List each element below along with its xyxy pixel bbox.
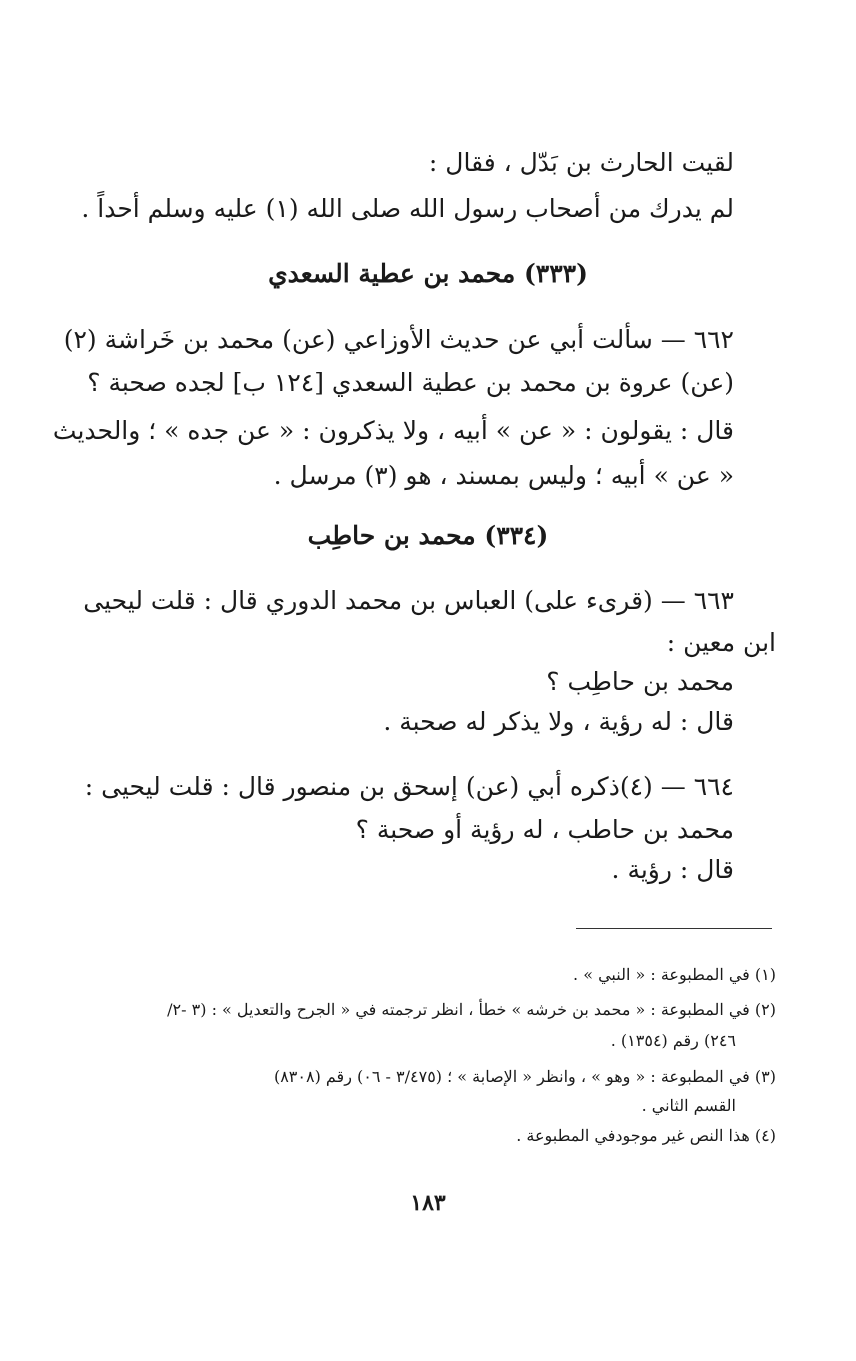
entry-line: محمد بن حاطِب ؟: [546, 667, 734, 696]
entry-line: ابن معين :: [666, 628, 776, 657]
text-line: لم يدرك من أصحاب رسول الله صلى الله (١) عليه وسلم أحداً .: [81, 194, 734, 223]
entry-line: قال : له رؤية ، ولا يذكر له صحبة .: [383, 707, 734, 736]
footnote-divider: [576, 928, 772, 929]
entry-line: ٦٦٤ — (٤)ذكره أبي (عن) إسحق بن منصور قال : قلت ليحيى :: [84, 772, 734, 801]
entry-line: ٦٦٣ — (قرىء على) العباس بن محمد الدوري قال : قلت ليحيى: [83, 586, 734, 615]
footnote: (٢) في المطبوعة : « محمد بن خرشه » خطأ ، انظر ترجمته في « الجرح والتعديل » : (٣ -٢/: [167, 1000, 776, 1019]
text-line: لقيت الحارث بن بَدّل ، فقال :: [428, 148, 734, 177]
entry-line: ٦٦٢ — سألت أبي عن حديث الأوزاعي (عن) محمد بن خَراشة (٢): [63, 325, 734, 354]
entry-line: قال : رؤية .: [611, 855, 734, 884]
section-heading: (٣٣٣) محمد بن عطية السعدي: [268, 259, 588, 288]
footnote: (١) في المطبوعة : « النبي » .: [573, 965, 776, 984]
entry-line: « عن » أبيه ؛ وليس بمسند ، هو (٣) مرسل .: [273, 461, 734, 490]
footnote: ٢٤٦) رقم (١٣٥٤) .: [610, 1031, 736, 1050]
footnote: (٣) في المطبوعة : « وهو » ، وانظر « الإصابة » ؛ (٣/٤٧٥ - ٠٦) رقم (٨٣٠٨): [273, 1067, 776, 1086]
entry-line: (عن) عروة بن محمد بن عطية السعدي [١٢٤ ب] لجده صحبة ؟: [87, 368, 734, 397]
entry-line: محمد بن حاطب ، له رؤية أو صحبة ؟: [355, 815, 734, 844]
footnote: (٤) هذا النص غير موجودفي المطبوعة .: [516, 1126, 776, 1145]
section-heading: (٣٣٤) محمد بن حاطِب: [307, 521, 549, 550]
entry-line: قال : يقولون : « عن » أبيه ، ولا يذكرون : « عن جده » ؛ والحديث: [52, 416, 734, 445]
footnote: القسم الثاني .: [641, 1096, 736, 1115]
page-number: ١٨٣: [410, 1190, 446, 1216]
